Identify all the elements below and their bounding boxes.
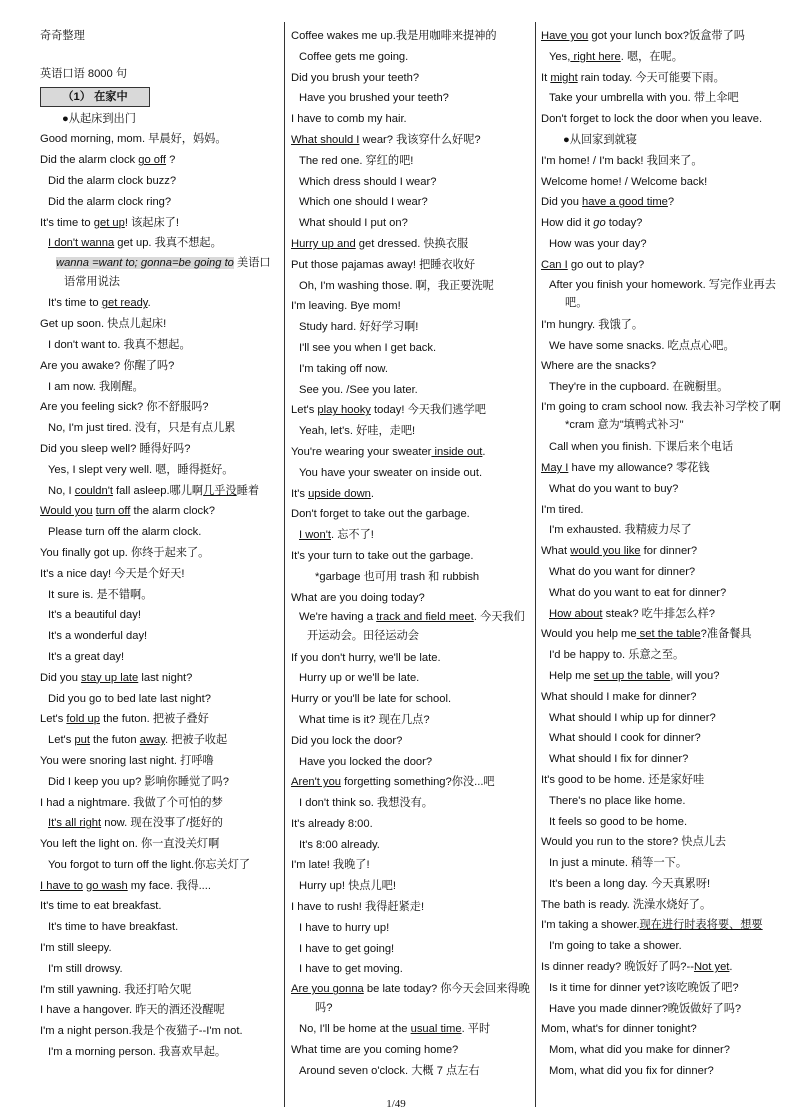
phrase-line: The bath is ready. 洗澡水烧好了。 bbox=[541, 898, 712, 911]
column-2 bbox=[291, 26, 531, 1082]
phrase-line: Yeah, let's. 好哇，走吧! bbox=[299, 425, 416, 438]
phrase-line: I won't. 忘不了! bbox=[299, 529, 374, 542]
phrase-line: It's been a long day. 今天真累呀! bbox=[549, 877, 711, 890]
phrase-line: It's your turn to take out the garbage. bbox=[291, 549, 474, 562]
phrase-line: What should I make for dinner? bbox=[541, 690, 697, 703]
phrase-line: It might rain today. 今天可能要下雨。 bbox=[541, 71, 725, 84]
phrase-line: I'm a morning person. 我喜欢早起。 bbox=[48, 1046, 227, 1059]
phrase-line: What do you want for dinner? bbox=[549, 565, 696, 578]
phrase-line: Put those pajamas away! 把睡衣收好 bbox=[291, 258, 476, 271]
phrase-line: I'm hungry. 我饿了。 bbox=[541, 318, 644, 331]
phrase-line: Welcome home! / Welcome back! bbox=[541, 175, 708, 188]
phrase-line: No, I couldn't fall asleep.哪儿啊几乎没睡着 bbox=[48, 484, 260, 497]
phrase-line: They're in the cupboard. 在碗橱里。 bbox=[549, 381, 729, 394]
phrase-line: Study hard. 好好学习啊! bbox=[299, 321, 419, 334]
phrase-line: How did it go today? bbox=[541, 217, 643, 230]
phrase-line: Please turn off the alarm clock. bbox=[48, 526, 202, 539]
phrase-line: I'm still drowsy. bbox=[48, 962, 123, 975]
phrase-line: It feels so good to be home. bbox=[549, 815, 688, 828]
column-divider bbox=[535, 22, 536, 1107]
phrase-line: Did you brush your teeth? bbox=[291, 71, 420, 84]
phrase-line: Which dress should I wear? bbox=[299, 175, 437, 188]
phrase-line: I'm going to take a shower. bbox=[549, 940, 682, 953]
phrase-line: I'm a night person.我是个夜猫子--I'm not. bbox=[40, 1025, 243, 1038]
phrase-line: I'm home! / I'm back! 我回来了。 bbox=[541, 154, 703, 167]
phrase-line: It's already 8:00. bbox=[291, 817, 373, 830]
phrase-line: I'm going to cram school now. 我去补习学校了啊*cram 意为"填鸭式补习" bbox=[541, 400, 781, 432]
phrase-line: You have your sweater on inside out. bbox=[299, 466, 483, 479]
phrase-line: May I have my allowance? 零花钱 bbox=[541, 461, 710, 474]
phrase-line: Don't forget to take out the garbage. bbox=[291, 508, 470, 521]
phrase-line: We're having a track and field meet. 今天我们开运动会。田径运动会 bbox=[299, 611, 525, 642]
phrase-line: You were snoring last night. 打呼噜 bbox=[40, 754, 214, 767]
phrase-line: What are you doing today? bbox=[291, 591, 425, 604]
phrase-line: It's upside down. bbox=[291, 487, 374, 500]
phrase-line: Coffee gets me going. bbox=[299, 50, 409, 63]
phrase-line: What time is it? 现在几点? bbox=[299, 713, 430, 726]
phrase-line: I have to rush! 我得赶紧走! bbox=[291, 901, 425, 914]
phrase-line: What do you want to eat for dinner? bbox=[549, 586, 727, 599]
phrase-line: Are you feeling sick? 你不舒服吗? bbox=[40, 401, 209, 414]
phrase-line: I'm taking off now. bbox=[299, 362, 388, 375]
phrase-line: How about steak? 吃牛排怎么样? bbox=[549, 607, 716, 620]
column-3 bbox=[541, 26, 781, 1082]
phrase-line: It's a great day! bbox=[48, 650, 125, 663]
phrase-line: Hurry or you'll be late for school. bbox=[291, 693, 452, 706]
phrase-line: Did you sleep well? 睡得好吗? bbox=[40, 442, 191, 455]
phrase-line: Mom, what did you fix for dinner? bbox=[549, 1065, 714, 1078]
phrase-line: I have to go wash my face. 我得.... bbox=[40, 879, 212, 892]
phrase-line: Are you awake? 你醒了吗? bbox=[40, 359, 175, 372]
phrase-line: Hurry up or we'll be late. bbox=[299, 672, 420, 685]
phrase-line: I don't wanna get up. 我真不想起。 bbox=[48, 237, 222, 250]
phrase-line: In just a minute. 稍等一下。 bbox=[549, 857, 688, 870]
phrase-line: I'll see you when I get back. bbox=[299, 341, 437, 354]
phrase-line: Did you go to bed late last night? bbox=[48, 692, 211, 705]
phrase-line: I'm still sleepy. bbox=[40, 942, 112, 955]
phrase-line: I am now. 我刚醒。 bbox=[48, 380, 144, 393]
phrase-line: Don't forget to lock the door when you leave. bbox=[541, 113, 763, 126]
phrase-line: How was your day? bbox=[549, 237, 647, 250]
phrase-line: Hurry up! 快点儿吧! bbox=[299, 880, 396, 893]
phrase-line: Yes, right here. 嗯，在呢。 bbox=[549, 50, 683, 63]
phrase-line: It's time to eat breakfast. bbox=[40, 900, 162, 913]
phrase-line: Would you help me set the table?准备餐具 bbox=[541, 628, 752, 641]
phrase-line: Did the alarm clock go off ? bbox=[40, 154, 176, 167]
phrase-line: We have some snacks. 吃点点心吧。 bbox=[549, 339, 735, 352]
subsection-heading: ●从起床到出门 bbox=[62, 112, 136, 125]
phrase-line: You finally got up. 你终于起来了。 bbox=[40, 546, 210, 559]
phrase-line: Did the alarm clock ring? bbox=[48, 195, 172, 208]
phrase-line: Help me set up the table, will you? bbox=[549, 669, 720, 682]
note-line: wanna =want to; gonna=be going to 美语口语常用说法 bbox=[56, 257, 271, 288]
phrase-line: What should I wear? 我该穿什么好呢? bbox=[291, 133, 481, 146]
phrase-line: It's 8:00 already. bbox=[299, 838, 380, 851]
phrase-line: Mom, what's for dinner tonight? bbox=[541, 1023, 697, 1036]
phrase-line: It's time to have breakfast. bbox=[48, 921, 179, 934]
phrase-line: I have to get moving. bbox=[299, 963, 403, 976]
phrase-line: See you. /See you later. bbox=[299, 383, 418, 396]
page-number: 1/49 bbox=[386, 1098, 406, 1110]
phrase-line: Let's play hooky today! 今天我们逃学吧 bbox=[291, 404, 486, 417]
document-title: 奇奇整理 bbox=[40, 30, 85, 42]
phrase-line: I'm still yawning. 我还打哈欠呢 bbox=[40, 983, 192, 996]
phrase-line: Have you made dinner?晚饭做好了吗? bbox=[549, 1002, 742, 1015]
phrase-line: Have you locked the door? bbox=[299, 755, 433, 768]
phrase-line: The red one. 穿红的吧! bbox=[299, 154, 414, 167]
phrase-line: I'd be happy to. 乐意之至。 bbox=[549, 649, 685, 662]
phrase-line: Which one should I wear? bbox=[299, 196, 428, 209]
phrase-line: Is dinner ready? 晚饭好了吗?--Not yet. bbox=[541, 961, 733, 974]
phrase-line: What time are you coming home? bbox=[291, 1044, 459, 1057]
phrase-line: I had a nightmare. 我做了个可怕的梦 bbox=[40, 796, 223, 809]
phrase-line: Oh, I'm washing those. 啊，我正要洗呢 bbox=[299, 279, 494, 292]
phrase-line: Take your umbrella with you. 带上伞吧 bbox=[549, 92, 739, 105]
phrase-line: What should I whip up for dinner? bbox=[549, 711, 716, 724]
phrase-line: What should I put on? bbox=[299, 217, 408, 230]
phrase-line: Let's fold up the futon. 把被子叠好 bbox=[40, 713, 209, 726]
phrase-line: You're wearing your sweater inside out. bbox=[291, 445, 486, 458]
phrase-line: I'm late! 我晚了! bbox=[291, 859, 370, 872]
note-line: *garbage 也可用 trash 和 rubbish bbox=[315, 570, 480, 583]
phrase-line: It's good to be home. 还是家好哇 bbox=[541, 773, 705, 786]
phrase-line: Get up soon. 快点儿起床! bbox=[40, 318, 167, 331]
phrase-line: There's no place like home. bbox=[549, 794, 686, 807]
phrase-line: I'm leaving. Bye mom! bbox=[291, 300, 401, 313]
phrase-line: After you finish your homework. 写完作业再去吧。 bbox=[549, 278, 776, 309]
phrase-line: If you don't hurry, we'll be late. bbox=[291, 651, 441, 664]
phrase-line: It's time to get up! 该起床了! bbox=[40, 216, 179, 229]
phrase-line: Did you have a good time? bbox=[541, 196, 675, 209]
phrase-line: Aren't you forgetting something?你没...吧 bbox=[291, 776, 495, 789]
phrase-line: It's a beautiful day! bbox=[48, 609, 141, 622]
phrase-line: Where are the snacks? bbox=[541, 360, 657, 373]
column-divider bbox=[284, 22, 285, 1107]
phrase-line: I don't want to. 我真不想起。 bbox=[48, 338, 191, 351]
phrase-line: Yes, I slept very well. 嗯，睡得挺好。 bbox=[48, 463, 234, 476]
phrase-line: No, I'm just tired. 没有，只是有点儿累 bbox=[48, 422, 236, 435]
phrase-line: I'm exhausted. 我精疲力尽了 bbox=[549, 524, 692, 537]
phrase-line: I'm taking a shower.现在进行时表将要、想要 bbox=[541, 919, 763, 932]
phrase-line: I have to comb my hair. bbox=[291, 113, 407, 126]
phrase-line: It's a nice day! 今天是个好天! bbox=[40, 567, 185, 580]
phrase-line: Call when you finish. 下课后来个电话 bbox=[549, 441, 734, 454]
phrase-line: Did the alarm clock buzz? bbox=[48, 174, 177, 187]
phrase-line: Have you got your lunch box?饭盒带了吗 bbox=[541, 30, 745, 42]
phrase-line: Around seven o'clock. 大概 7 点左右 bbox=[299, 1065, 480, 1078]
phrase-line: No, I'll be home at the usual time. 平时 bbox=[299, 1023, 491, 1036]
subsection-heading: ●从回家到就寝 bbox=[563, 133, 637, 146]
phrase-line: Did you lock the door? bbox=[291, 734, 403, 747]
phrase-line: I'm tired. bbox=[541, 503, 584, 516]
phrase-line: Let's put the futon away. 把被子收起 bbox=[48, 734, 228, 747]
phrase-line: It's all right now. 现在没事了/挺好的 bbox=[48, 817, 223, 830]
phrase-line: It's time to get ready. bbox=[48, 297, 151, 310]
phrase-line: Did you stay up late last night? bbox=[40, 671, 193, 684]
phrase-line: It sure is. 是不错啊。 bbox=[48, 588, 153, 601]
phrase-line: Good morning, mom. 早晨好，妈妈。 bbox=[40, 133, 227, 146]
phrase-line: You forgot to turn off the light.你忘关灯了 bbox=[48, 858, 251, 871]
phrase-line: Would you run to the store? 快点儿去 bbox=[541, 836, 727, 849]
phrase-line: It's a wonderful day! bbox=[48, 630, 148, 643]
section-heading: （1） 在家中 bbox=[40, 87, 150, 107]
phrase-line: Mom, what did you make for dinner? bbox=[549, 1044, 730, 1057]
phrase-line: I have to get going! bbox=[299, 942, 395, 955]
phrase-line: What should I cook for dinner? bbox=[549, 732, 701, 745]
phrase-line: Hurry up and get dressed. 快换衣服 bbox=[291, 237, 469, 250]
phrase-line: I have to hurry up! bbox=[299, 921, 390, 934]
phrase-line: Can I go out to play? bbox=[541, 258, 645, 271]
phrase-line: Are you gonna be late today? 你今天会回来得晚吗? bbox=[291, 983, 530, 1014]
phrase-line: Coffee wakes me up.我是用咖啡来提神的 bbox=[291, 30, 497, 42]
phrase-line: What should I fix for dinner? bbox=[549, 753, 689, 766]
phrase-line: I have a hangover. 昨天的酒还没醒呢 bbox=[40, 1004, 225, 1017]
phrase-line: Did I keep you up? 影响你睡觉了吗? bbox=[48, 775, 229, 788]
phrase-line: What do you want to buy? bbox=[549, 482, 679, 495]
phrase-line: I don't think so. 我想没有。 bbox=[299, 797, 433, 810]
phrase-line: You left the light on. 你一直没关灯啊 bbox=[40, 838, 220, 851]
document-subtitle: 英语口语 8000 句 bbox=[40, 67, 128, 80]
phrase-line: Is it time for dinner yet?该吃晚饭了吧? bbox=[549, 981, 739, 994]
phrase-line: Would you turn off the alarm clock? bbox=[40, 505, 215, 518]
column-1 bbox=[40, 26, 276, 1063]
phrase-line: What would you like for dinner? bbox=[541, 545, 698, 558]
phrase-line: Have you brushed your teeth? bbox=[299, 92, 449, 105]
section-heading-row bbox=[40, 85, 276, 109]
